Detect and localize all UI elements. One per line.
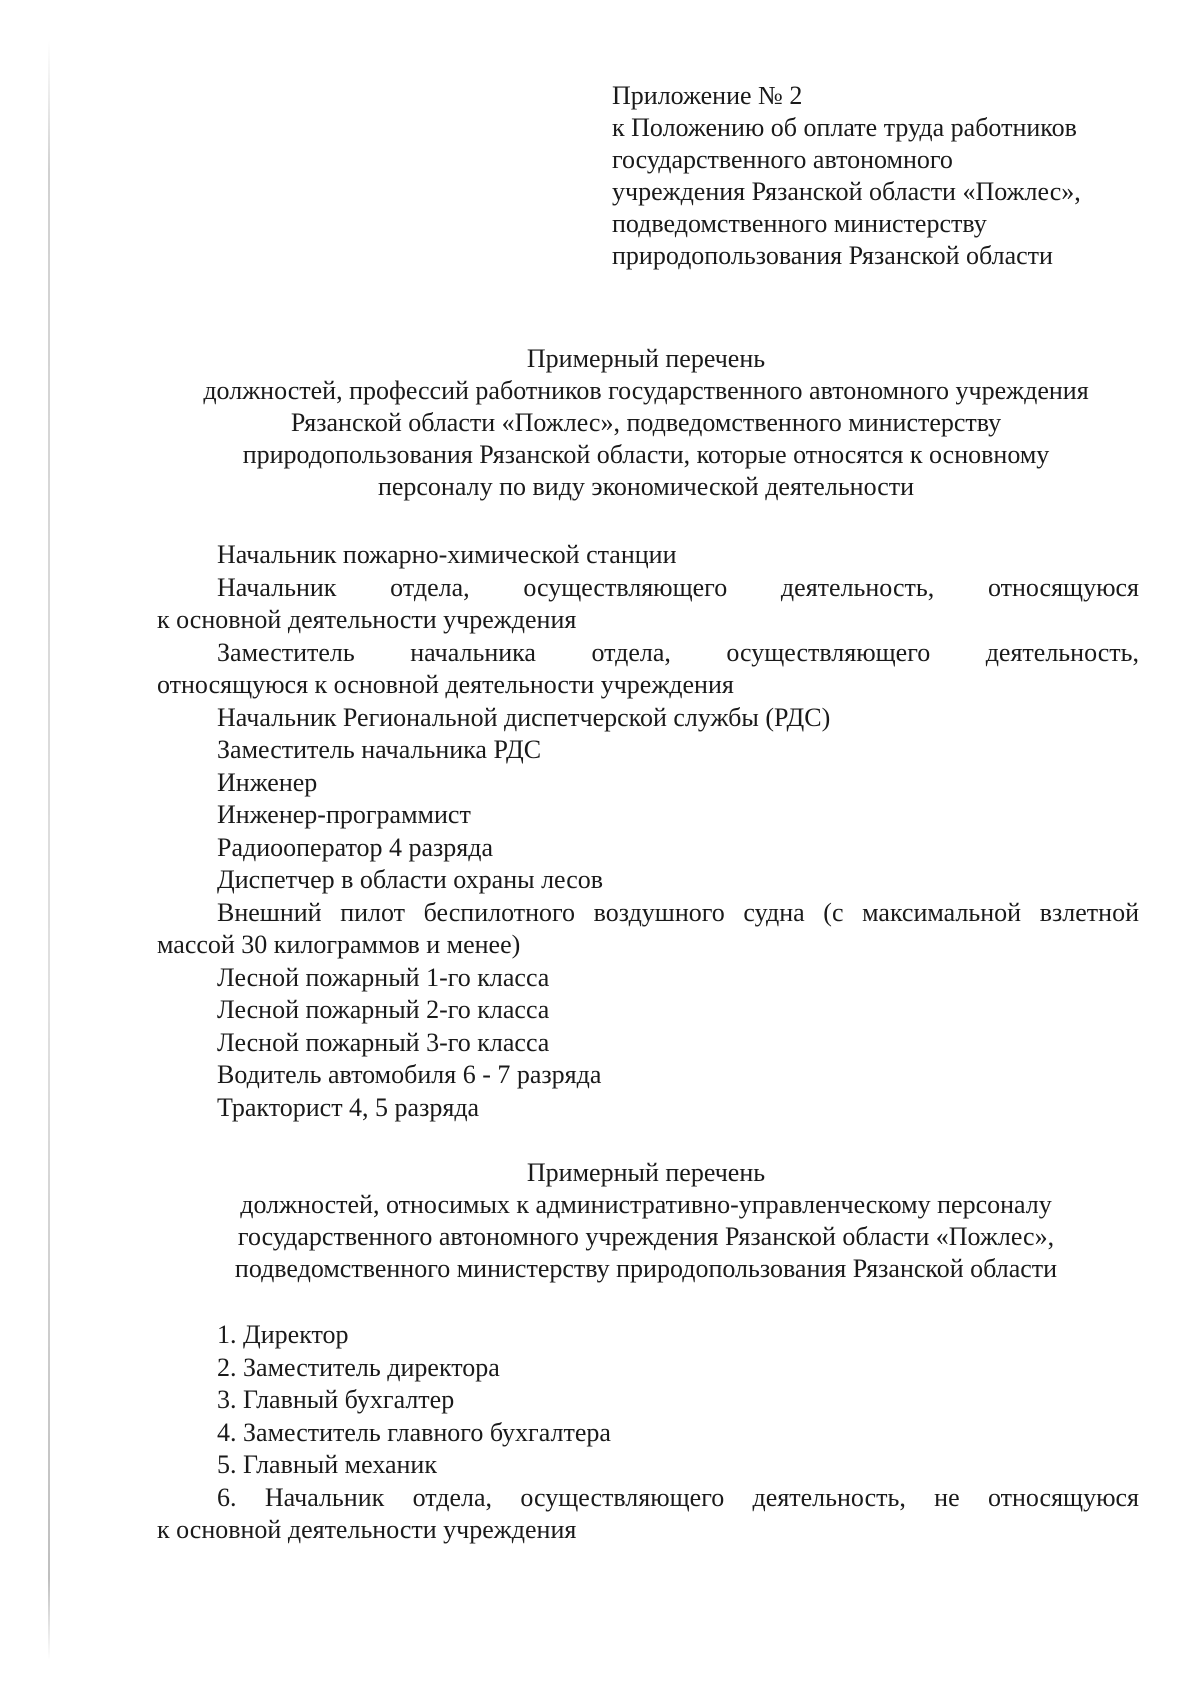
list-item-text: Начальник Региональной диспетчерской службы (РДС) xyxy=(217,702,831,732)
list-item xyxy=(157,864,1139,897)
list-item xyxy=(157,1417,1139,1450)
section2-title-line: должностей, относимых к административно-управленческому персоналу xyxy=(240,1190,1052,1219)
section2-title-line: Примерный перечень xyxy=(526,1158,766,1187)
list-item xyxy=(157,637,1139,670)
list-item xyxy=(157,897,1139,930)
list-item xyxy=(157,1319,1139,1352)
section1-title-line: природопользования Рязанской области, которые относятся к основному xyxy=(242,440,1050,469)
list-item-continuation: относящуюся к основной деятельности учреждения xyxy=(157,670,734,699)
appendix-line: к Положению об оплате труда работников xyxy=(612,113,1077,142)
list-item xyxy=(157,799,1139,832)
list-item-continuation: массой 30 килограммов и менее) xyxy=(157,930,521,959)
appendix-line: учреждения Рязанской области «Пожлес», xyxy=(612,177,1081,206)
list-item xyxy=(157,1482,1139,1515)
list-item xyxy=(157,1449,1139,1482)
list-item xyxy=(157,767,1139,800)
section2-title-line: государственного автономного учреждения Рязанской области «Пожлес», xyxy=(237,1222,1055,1251)
list-item xyxy=(157,539,1139,572)
appendix-line: подведомственного министерству xyxy=(612,209,987,238)
appendix-line: природопользования Рязанской области xyxy=(612,241,1053,270)
list-item xyxy=(157,702,1139,735)
list-item-text: 2. Заместитель директора xyxy=(217,1352,500,1382)
list-item xyxy=(157,572,1139,605)
section1-title-line: Рязанской области «Пожлес», подведомственного министерству xyxy=(290,408,1002,437)
list-item xyxy=(157,734,1139,767)
list-item xyxy=(157,1092,1139,1125)
list-item xyxy=(157,1059,1139,1092)
list-item xyxy=(157,962,1139,995)
list-item-text: 1. Директор xyxy=(217,1320,349,1349)
section1-title-line: Примерный перечень xyxy=(526,344,766,373)
section1-title-line: должностей, профессий работников государственного автономного учреждения xyxy=(203,376,1089,405)
list-item-text: Тракторист 4, 5 разряда xyxy=(217,1092,480,1122)
list-item-text: Диспетчер в области охраны лесов xyxy=(217,865,604,894)
appendix-line: Приложение № 2 xyxy=(612,81,803,110)
scan-edge-line xyxy=(48,40,50,1660)
appendix-line: государственного автономного xyxy=(612,145,953,174)
list-item-text: Заместитель начальника отдела, осуществляющего деятельность, xyxy=(217,637,1139,667)
list-item xyxy=(157,1384,1139,1417)
section2-title xyxy=(150,1157,1142,1285)
list-item-text: Начальник пожарно-химической станции xyxy=(217,540,677,569)
list-item xyxy=(157,1352,1139,1385)
list-item-text: Заместитель начальника РДС xyxy=(217,735,542,764)
list-item xyxy=(157,994,1139,1027)
section2-position-list xyxy=(157,1319,1139,1547)
section1-title xyxy=(150,343,1142,503)
list-item-text: Лесной пожарный 1-го класса xyxy=(217,962,550,992)
appendix-header xyxy=(612,80,1172,272)
section1-position-list xyxy=(157,539,1139,1124)
list-item-text: Инженер-программист xyxy=(217,800,471,829)
list-item-text: 4. Заместитель главного бухгалтера xyxy=(217,1417,611,1447)
list-item-text: Водитель автомобиля 6 - 7 разряда xyxy=(217,1060,602,1089)
list-item xyxy=(157,1027,1139,1060)
list-item-text: Инженер xyxy=(217,767,318,797)
list-item-text: 3. Главный бухгалтер xyxy=(217,1385,455,1414)
list-item-text: Начальник отдела, осуществляющего деятельность, относящуюся xyxy=(217,572,1139,602)
list-item-text: Внешний пилот беспилотного воздушного судна (с максимальной взлетной xyxy=(217,897,1139,927)
list-item-continuation: к основной деятельности учреждения xyxy=(157,605,577,634)
section2-title-line: подведомственного министерству природопользования Рязанской области xyxy=(234,1254,1058,1283)
list-item-text: Лесной пожарный 3-го класса xyxy=(217,1027,550,1057)
list-item-text: 6. Начальник отдела, осуществляющего деятельность, не относящуюся xyxy=(217,1482,1139,1512)
list-item xyxy=(157,832,1139,865)
list-item-text: Радиооператор 4 разряда xyxy=(217,832,494,862)
list-item-text: Лесной пожарный 2-го класса xyxy=(217,995,550,1024)
section1-title-line: персоналу по виду экономической деятельности xyxy=(377,472,915,501)
list-item-text: 5. Главный механик xyxy=(217,1450,437,1479)
list-item-continuation: к основной деятельности учреждения xyxy=(157,1515,577,1544)
